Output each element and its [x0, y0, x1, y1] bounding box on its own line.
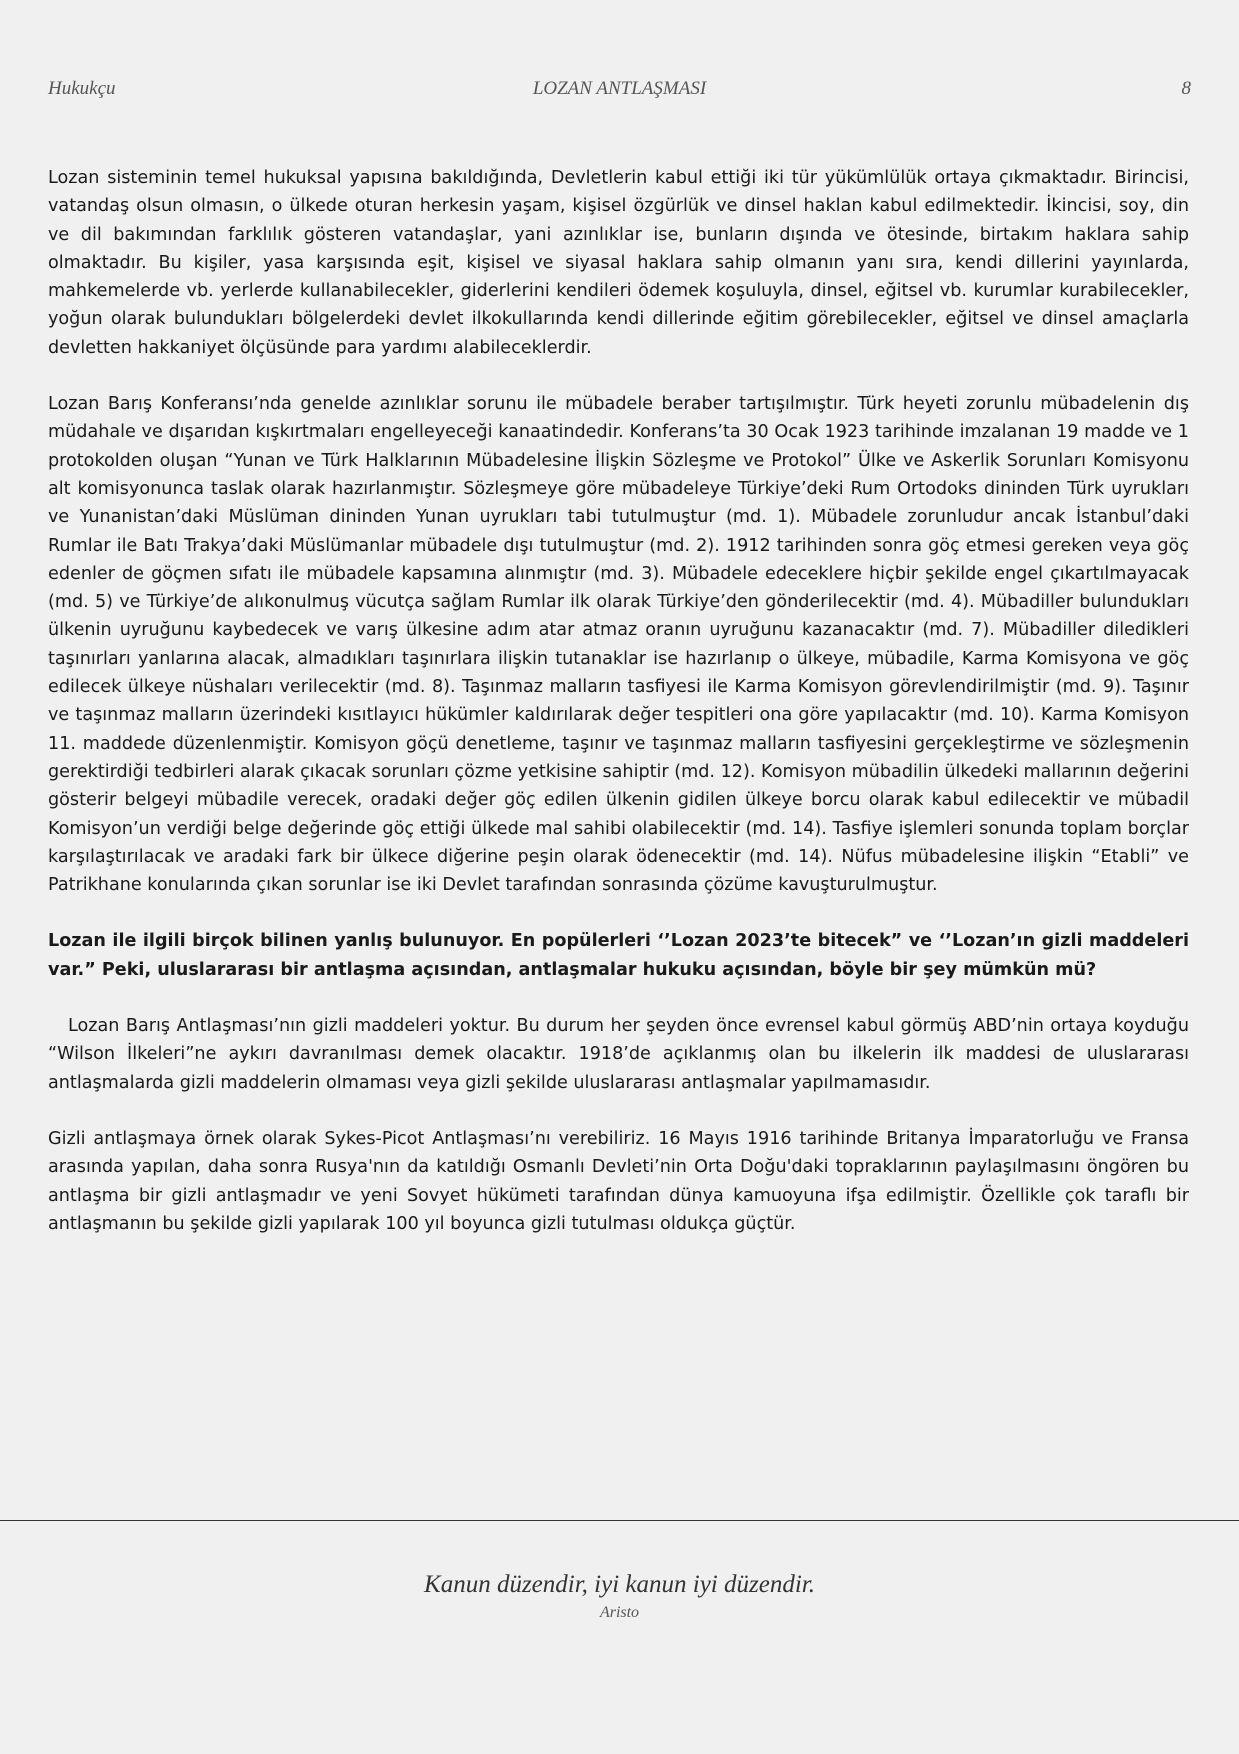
publication-name: Hukukçu [48, 78, 116, 99]
footer-quote-author: Aristo [599, 1604, 640, 1621]
page-footer [0, 1568, 1239, 1624]
body-paragraph-population-exchange: Lozan Barış Konferansı’nda genelde azınlıklar sorunu ile mübadele beraber tartışılmıştır. Türk heyeti zorunlu mübadelenin dış müdahale ve dışarıdan kışkırtmaları engelleyeceği kanaatindedir. Konferans’ta 30 Ocak 1923 tarihinde imzalanan 19 madde ve 1 protokolden oluşan “Yunan ve Türk Halklarının Mübadelesine İlişkin Sözleşme ve Protokol” Ülke ve Askerlik Sorunları Komisyonu alt komisyonunca taslak olarak hazırlanmıştır. Sözleşmeye göre mübadeleye Türkiye’deki Rum Ortodoks dininden Türk uyrukları ve Yunanistan’daki Müslüman dininden Yunan uyrukları tabi tutulmuştur (md. 1). Mübadele zorunludur ancak İstanbul’daki Rumlar ile Batı Trakya’daki Müslümanlar mübadele dışı tutulmuştur (md. 2). 1912 tarihinden sonra göç etmesi gereken veya göç edenler de göçmen sıfatı ile mübadele kapsamına alınmıştır (md. 3). Mübadele edeceklere hiçbir şekilde engel çıkartılmayacak (md. 5) ve Türkiye’de alıkonulmuş vücutça sağlam Rumlar ilk olarak Türkiye’den gönderilecektir (md. 4). Mübadiller bulundukları ülkenin uyruğunu kaybedecek ve varış ülkesine adım atar atmaz oranın uyruğunu kazanacaktır (md. 7). Mübadiller diledikleri taşınırları yanlarına alacak, almadıkları taşınırlara ilişkin tutanaklar ise hazırlanıp o ülkeye, mübadile, Karma Komisyona ve göç edilecek ülkeye nüshaları verilecektir (md. 8). Taşınmaz malların tasfiyesi ile Karma Komisyon görevlendirilmiştir (md. 9). Taşınır ve taşınmaz malların üzerindeki kısıtlayıcı hükümler kaldırılarak değer tespitleri ona göre yapılacaktır (md. 10). Karma Komisyon 11. maddede düzenlenmiştir. Komisyon göçü denetleme, taşınır ve taşınmaz malların tasfiyesini gerçekleştirme ve sözleşmenin gerektirdiği tedbirleri alarak çıkacak sorunları çözme yetkisine sahiptir (md. 12). Komisyon mübadilin ülkedeki mallarının değerini gösterir belgeyi mübadile verecek, oradaki değer göç edilen ülkenin gidilen ülkeye borcu olarak kabul edilecektir ve mübadil Komisyon’un verdiği belge değerinde göç ettiği ülkede mal sahibi olabilecektir (md. 14). Tasfiye işlemleri sonunda toplam borçlar karşılaştırılacak ve aradaki fark bir ülkece diğerine peşin olarak ödenecektir (md. 14). Nüfus mübadelesine ilişkin “Etabli” ve Patrikhane konularında çıkan sorunlar ise iki Devlet tarafından sonrasında çözüme kavuşturulmuştur. [48, 394, 1190, 896]
body-paragraph-minority-rights: Lozan sisteminin temel hukuksal yapısına bakıldığında, Devletlerin kabul ettiği iki tür yükümlülük ortaya çıkmaktadır. Birincisi, vatandaş olsun olmasın, o ülkede oturan herkesin yaşam, kişisel özgürlük ve dinsel haklan kabul edilmektedir. İkincisi, soy, din ve dil bakımından farklılık gösteren vatandaşlar, yani azınlıklar ise, bunların dışında ve ötesinde, birtakım haklara sahip olmaktadır. Bu kişiler, yasa karşısında eşit, kişisel ve siyasal haklara sahip olmanın yanı sıra, kendi dillerini yayınlarda, mahkemelerde vb. yerlerde kullanabilecekler, giderlerini kendileri ödemek koşuluyla, dinsel, eğitsel vb. kurumlar kurabilecekler, yoğun olarak bulundukları bölgelerdeki devlet ilkokullarında kendi dillerinde eğitim görebilecekler, eğitsel ve dinsel amaçlarla devletten hakkaniyet ölçüsünde para yardımı alabileceklerdir. [48, 168, 1189, 358]
answer-paragraph-no-secret-clauses: Lozan Barış Antlaşması’nın gizli maddeleri yoktur. Bu durum her şeyden önce evrensel kabul görmüş ABD’nin ortaya koyduğu “Wilson İlkeleri”ne aykırı davranılması demek olacaktır. 1918’de açıklanmış olan bu ilkelerin ilk maddesi de uluslararası antlaşmalarda gizli maddelerin olmaması veya gizli şekilde uluslararası antlaşmalar yapılmamasıdır. [48, 1016, 1189, 1093]
article-body [48, 164, 1189, 1266]
interview-question: Lozan ile ilgili birçok bilinen yanlış bulunuyor. En popülerleri ‘’Lozan 2023’te bitecek” ve ‘’Lozan’ın gizli maddeleri var.” Peki, uluslararası bir antlaşma açısından, antlaşmalar hukuku açısından, böyle bir şey mümkün mü? [48, 931, 1189, 980]
page-header [48, 78, 1191, 108]
footer-divider [0, 1520, 1239, 1521]
footer-quote: Kanun düzendir, iyi kanun iyi düzendir. [424, 1571, 815, 1598]
page-number: 8 [1181, 78, 1191, 99]
section-title: LOZAN ANTLAŞMASI [532, 78, 707, 99]
answer-paragraph-sykes-picot: Gizli antlaşmaya örnek olarak Sykes-Picot Antlaşması’nı verebiliriz. 16 Mayıs 1916 tarihinde Britanya İmparatorluğu ve Fransa arasında yapılan, daha sonra Rusya'nın da katıldığı Osmanlı Devleti’nin Orta Doğu'daki topraklarının paylaşılmasını öngören bu antlaşma bir gizli antlaşmadır ve yeni Sovyet hükümeti tarafından dünya kamuoyuna ifşa edilmiştir. Özellikle çok taraflı bir antlaşmanın bu şekilde gizli yapılarak 100 yıl boyunca gizli tutulması oldukça güçtür. [48, 1128, 1189, 1234]
